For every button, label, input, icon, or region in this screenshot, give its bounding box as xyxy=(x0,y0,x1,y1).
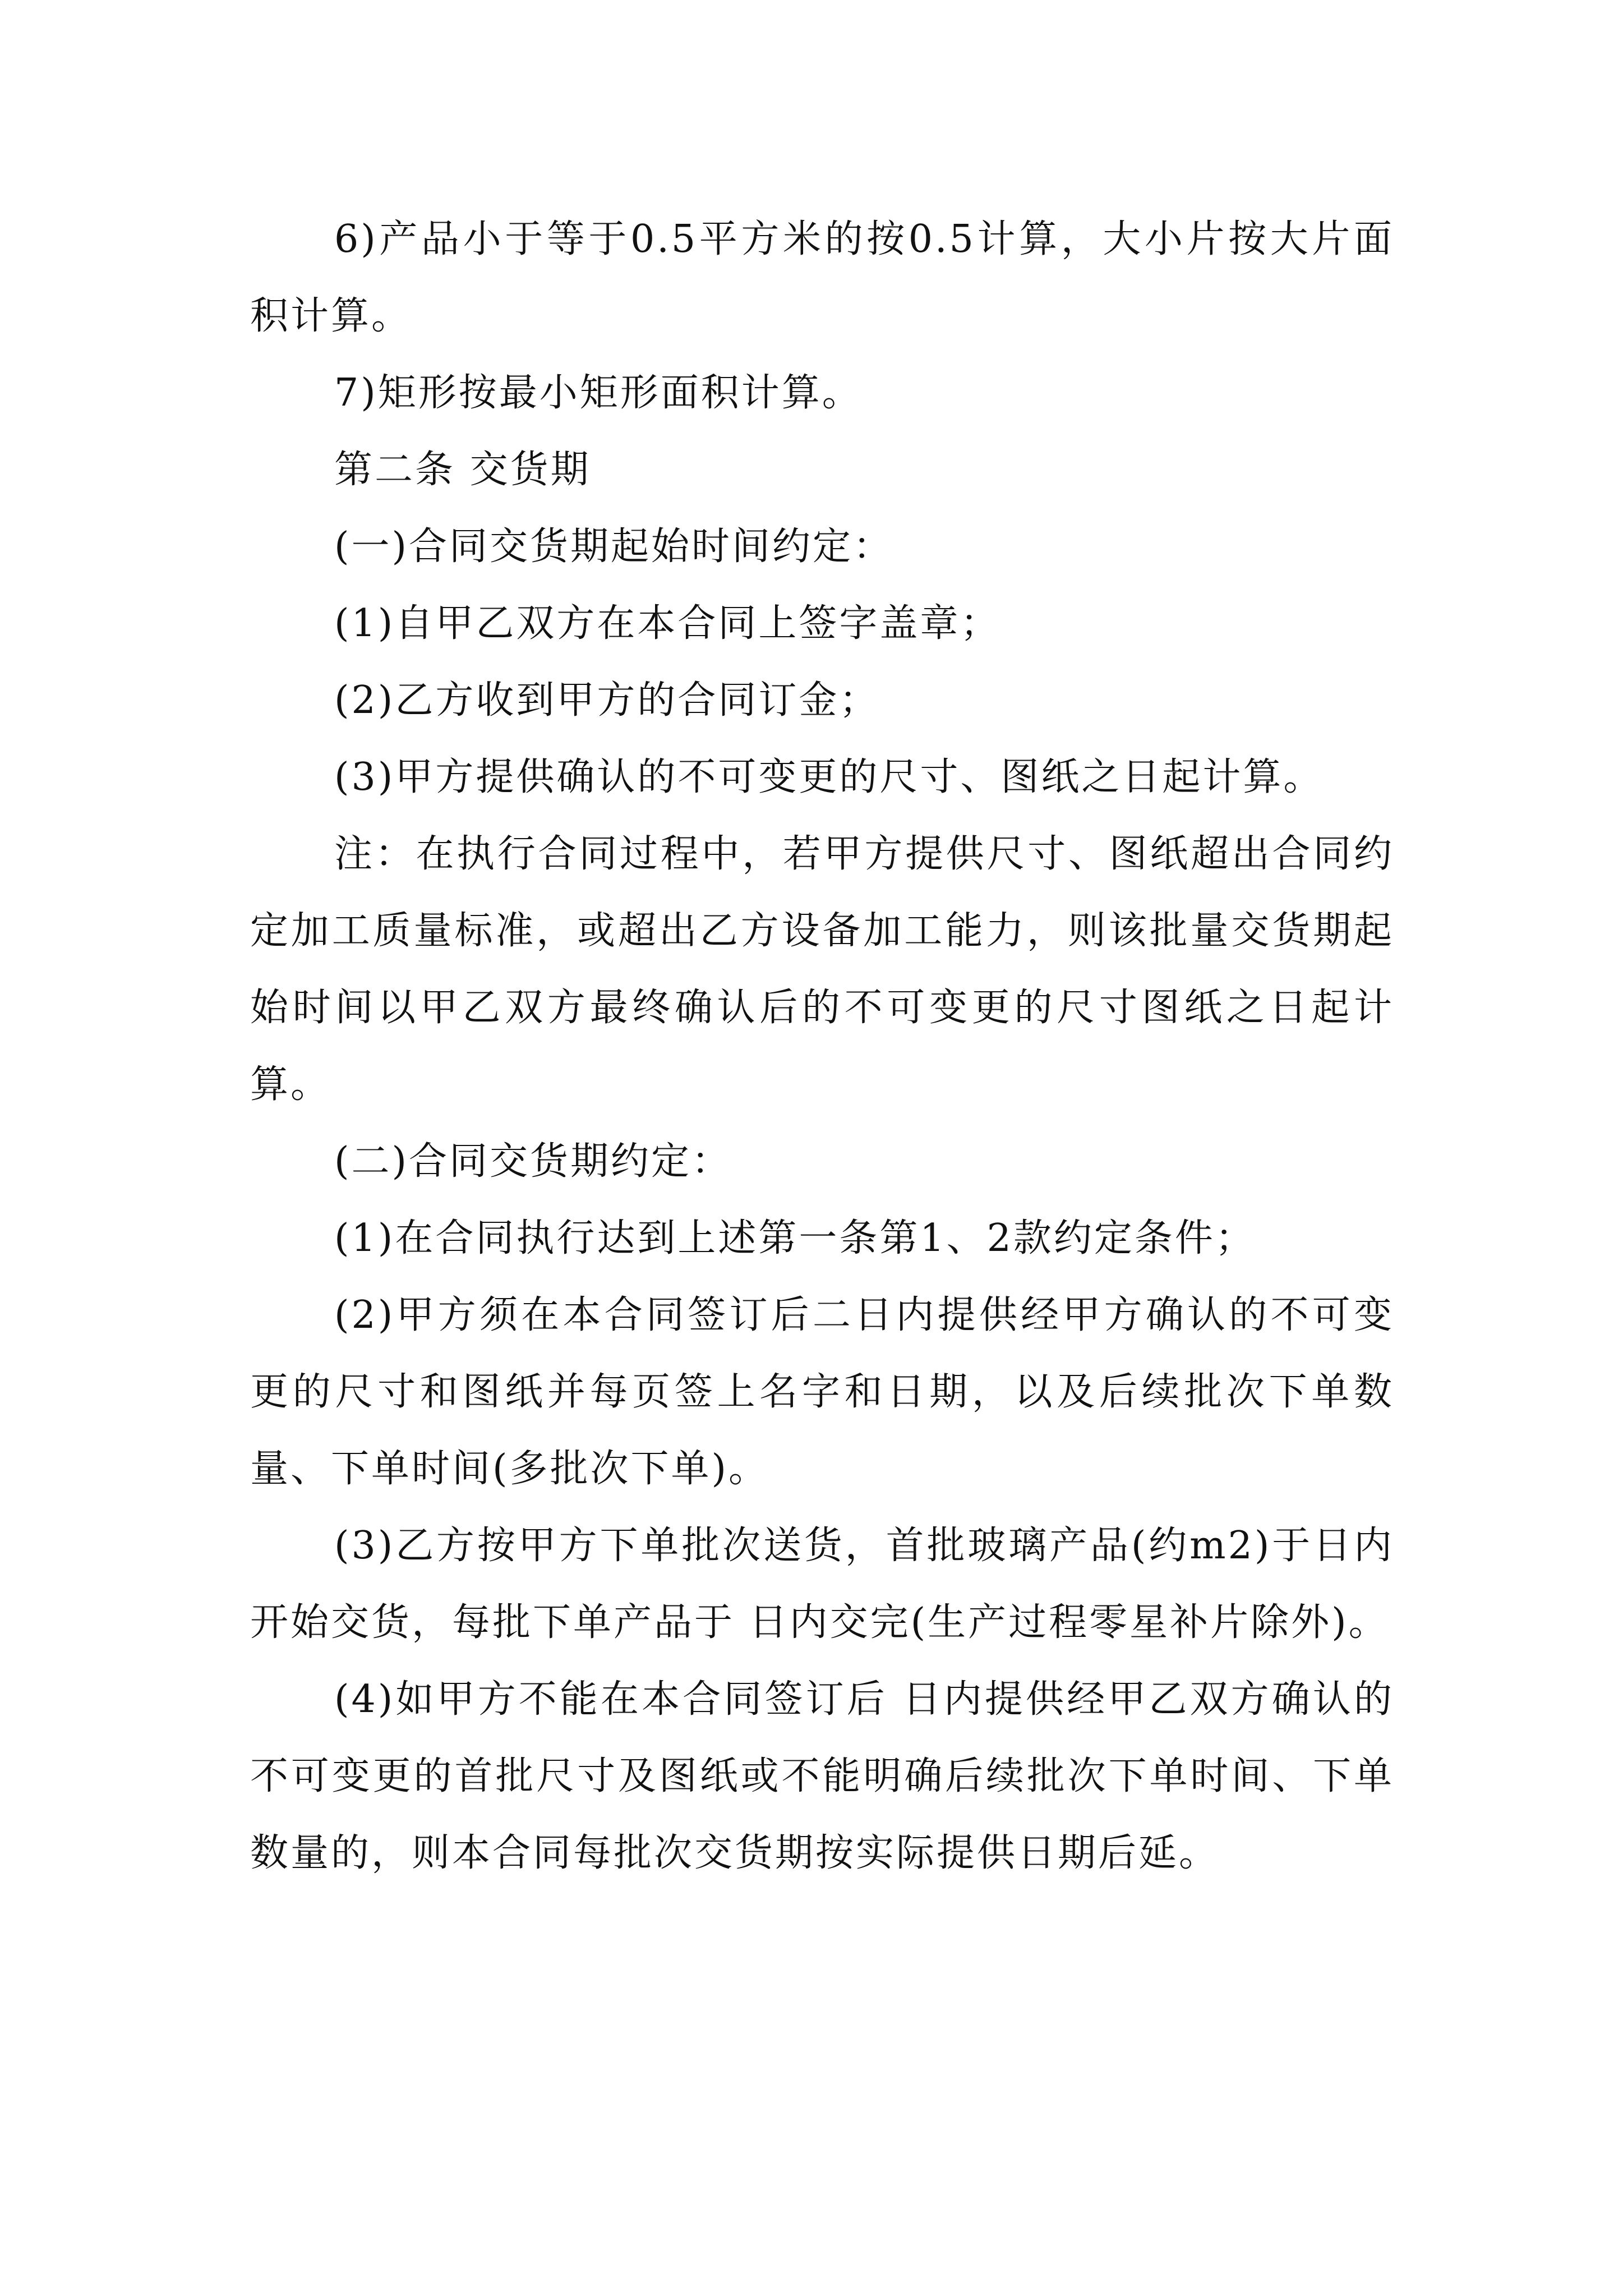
list-item: (2)乙方收到甲方的合同订金； xyxy=(334,678,880,723)
section-heading-delivery: 第二条 交货期 xyxy=(334,448,591,492)
list-item: (1)自甲乙双方在本合同上签字盖章； xyxy=(334,601,1001,646)
paragraph-item-7: 7)矩形按最小矩形面积计算。 xyxy=(334,371,863,415)
list-item: (3)乙方按甲方下单批次送货，首批玻璃产品(约m2)于日内开始交货，每批下单产品于 日内交完(生产过程零星补片除外)。 xyxy=(250,1524,1394,1645)
list-item: (3)甲方提供确认的不可变更的尺寸、图纸之日起计算。 xyxy=(334,755,1324,799)
note-paragraph: 注：在执行合同过程中，若甲方提供尺寸、图纸超出合同约定加工质量标准，或超出乙方设备加工能力，则该批量交货期起始时间以甲乙双方最终确认后的不可变更的尺寸图纸之日起计算。 xyxy=(250,832,1394,1107)
subsection-heading-start-time: (一)合同交货期起始时间约定： xyxy=(334,524,894,569)
document-body xyxy=(250,201,1394,1892)
list-item: (2)甲方须在本合同签订后二日内提供经甲方确认的不可变更的尺寸和图纸并每页签上名字和日期，以及后续批次下单数量、下单时间(多批次下单)。 xyxy=(250,1293,1394,1491)
subsection-heading-delivery-terms: (二)合同交货期约定： xyxy=(334,1139,732,1184)
paragraph-item-6: 6)产品小于等于0.5平方米的按0.5计算，大小片按大片面积计算。 xyxy=(250,217,1394,338)
list-item: (1)在合同执行达到上述第一条第1、2款约定条件； xyxy=(334,1216,1256,1260)
list-item: (4)如甲方不能在本合同签订后 日内提供经甲乙双方确认的不可变更的首批尺寸及图纸或不能明确后续批次下单时间、下单数量的，则本合同每批次交货期按实际提供日期后延。 xyxy=(250,1677,1394,1875)
